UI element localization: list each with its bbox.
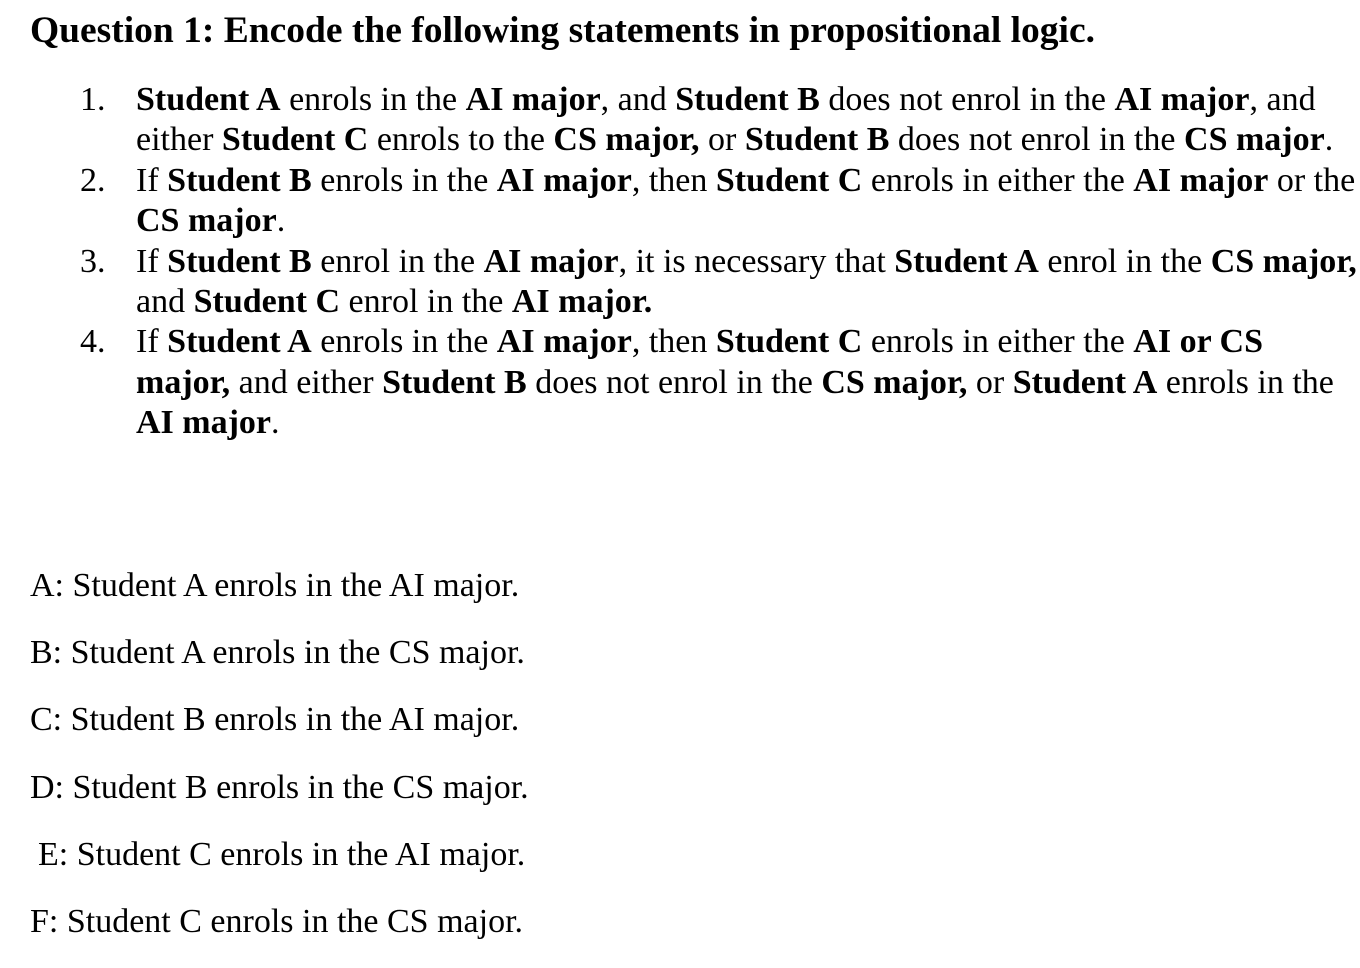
statement-run: and either (230, 363, 383, 401)
definition-b: B: Student A enrols in the CS major. (30, 634, 525, 671)
statement-bold-run: AI major (496, 323, 632, 361)
statement-number: 1. (80, 81, 106, 118)
statement-run: does not enrol in the (819, 81, 1115, 118)
statement-run: enrol in the (340, 283, 512, 321)
statement-run: does not enrol in the (889, 121, 1185, 159)
statement-run: If (136, 161, 168, 199)
statement-text (136, 161, 1358, 242)
statement-number: 3. (80, 242, 106, 280)
statement-run: , and either (136, 81, 1316, 159)
statement-item (78, 80, 1358, 161)
statement-text (136, 322, 1358, 443)
statement-bold-run: Student C (715, 161, 863, 199)
definition-e: E: Student C enrols in the AI major. (38, 836, 526, 873)
statement-bold-run: AI major (483, 242, 619, 280)
statement-list (78, 80, 1358, 444)
statement-bold-run: Student A (136, 81, 281, 118)
statement-bold-run: Student B (167, 242, 312, 280)
statement-run: does not enrol in the (526, 363, 822, 401)
statement-run: or the (1268, 161, 1356, 199)
statement-run: enrols in the (280, 81, 466, 118)
statement-number: 4. (80, 323, 106, 361)
statement-bold-run: Student B (744, 121, 890, 159)
statement-bold-run: Student C (193, 283, 341, 321)
statement-bold-run: CS major, (553, 121, 700, 159)
statement-run: . (276, 202, 286, 240)
statement-bold-run: Student A (1012, 363, 1158, 401)
statement-bold-run: Student B (675, 81, 820, 118)
statement-text (136, 242, 1358, 323)
statement-bold-run: CS major (1184, 121, 1325, 159)
statement-run: . (1324, 121, 1334, 159)
statement-run: or (699, 121, 745, 159)
statement-bold-run: CS major, (821, 363, 968, 401)
statement-bold-run: CS major (136, 202, 277, 240)
statement-bold-run: AI major (1133, 161, 1269, 199)
statement-bold-run: AI major (465, 81, 601, 118)
statement-run: . (271, 404, 280, 442)
statement-bold-run: Student A (167, 323, 312, 361)
statement-bold-run: AI major (496, 161, 632, 199)
statement-run: enrols in either the (862, 161, 1134, 199)
statement-run: enrols to the (368, 121, 554, 159)
statement-run: , then (631, 161, 716, 199)
statement-bold-run: Student B (167, 161, 312, 199)
definition-f: F: Student C enrols in the CS major. (30, 903, 524, 940)
statement-item (78, 242, 1358, 323)
statement-bold-run: AI major (136, 404, 272, 442)
statement-run: If (136, 242, 168, 280)
statement-bold-run: AI major (1114, 81, 1250, 118)
statement-run: , it is necessary that (618, 242, 895, 280)
statement-bold-run: AI or CS major, (136, 323, 1264, 401)
statement-run: enrol in the (311, 242, 484, 280)
statement-item (78, 322, 1358, 443)
statement-bold-run: Student C (715, 323, 863, 361)
statement-bold-run: Student C (221, 121, 369, 159)
statement-run: enrol in the (1038, 242, 1211, 280)
statement-run: If (136, 323, 168, 361)
statement-run: , then (631, 323, 716, 361)
statement-bold-run: Student A (894, 242, 1039, 280)
statement-run: enrols in the (311, 323, 497, 361)
definition-a: A: Student A enrols in the AI major. (30, 567, 520, 604)
statement-run: enrols in the (311, 161, 497, 199)
statement-bold-run: Student B (382, 363, 527, 401)
question-title: Question 1: Encode the following statements in propositional logic. (30, 10, 1095, 51)
statement-bold-run: CS major, (1210, 242, 1357, 280)
statement-text (136, 80, 1358, 161)
statement-run: enrols in either the (862, 323, 1134, 361)
definition-d: D: Student B enrols in the CS major. (30, 769, 529, 806)
statement-item (78, 161, 1358, 242)
statement-run: and (136, 283, 194, 321)
statement-run: or (967, 363, 1013, 401)
statement-run: , and (600, 81, 676, 118)
definition-c: C: Student B enrols in the AI major. (30, 701, 520, 738)
statement-number: 2. (80, 161, 106, 199)
statement-run: enrols in the (1157, 363, 1334, 401)
statement-bold-run: AI major. (511, 283, 653, 321)
